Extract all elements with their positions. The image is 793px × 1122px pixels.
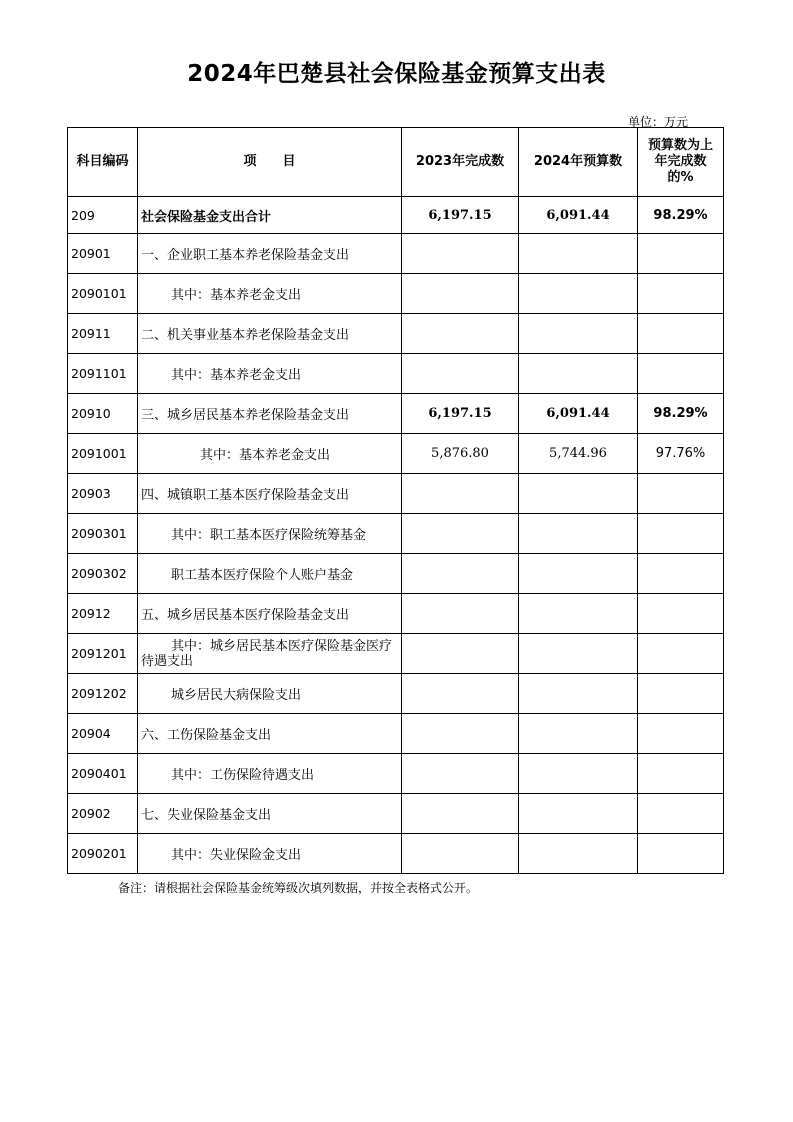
row-budget-2024 — [519, 234, 638, 274]
table-row — [68, 234, 724, 274]
row-item: 职工基本医疗保险个人账户基金 — [138, 554, 402, 594]
row-item: 三、城乡居民基本养老保险基金支出 — [138, 394, 402, 434]
table-row — [68, 754, 724, 794]
row-completed-2023 — [402, 474, 519, 514]
row-completed-2023 — [402, 634, 519, 674]
row-completed-2023 — [402, 354, 519, 394]
table-row — [68, 394, 724, 434]
table-row — [68, 794, 724, 834]
row-item: 六、工伤保险基金支出 — [138, 714, 402, 754]
row-budget-2024 — [519, 714, 638, 754]
row-ratio — [638, 634, 724, 674]
row-code: 2090201 — [68, 834, 138, 874]
table-row — [68, 834, 724, 874]
row-code: 2091202 — [68, 674, 138, 714]
row-completed-2023: 6,197.15 — [402, 197, 519, 234]
row-item: 五、城乡居民基本医疗保险基金支出 — [138, 594, 402, 634]
row-ratio — [638, 314, 724, 354]
row-code: 2090401 — [68, 754, 138, 794]
row-completed-2023 — [402, 314, 519, 354]
footnote: 备注：请根据社会保险基金统筹级次填列数据，并按全表格式公开。 — [118, 881, 479, 895]
row-code: 20904 — [68, 714, 138, 754]
row-code: 20901 — [68, 234, 138, 274]
row-ratio — [638, 714, 724, 754]
header-item: 项 目 — [138, 128, 402, 197]
table-row — [68, 434, 724, 474]
row-completed-2023: 5,876.80 — [402, 434, 519, 474]
row-code: 2091001 — [68, 434, 138, 474]
row-item: 社会保险基金支出合计 — [138, 197, 402, 234]
row-ratio: 98.29% — [638, 394, 724, 434]
row-ratio: 98.29% — [638, 197, 724, 234]
row-code: 209 — [68, 197, 138, 234]
row-code: 20902 — [68, 794, 138, 834]
row-completed-2023: 6,197.15 — [402, 394, 519, 434]
row-completed-2023 — [402, 514, 519, 554]
table-row — [68, 554, 724, 594]
row-completed-2023 — [402, 594, 519, 634]
row-item: 其中：城乡居民基本医疗保险基金医疗待遇支出 — [138, 634, 402, 674]
row-item: 一、企业职工基本养老保险基金支出 — [138, 234, 402, 274]
table-header-row — [68, 128, 724, 197]
table-row — [68, 474, 724, 514]
row-ratio — [638, 354, 724, 394]
table-row — [68, 314, 724, 354]
unit-label: 单位：万元 — [628, 115, 689, 129]
row-ratio — [638, 594, 724, 634]
row-budget-2024 — [519, 274, 638, 314]
row-completed-2023 — [402, 834, 519, 874]
table-row — [68, 594, 724, 634]
row-budget-2024: 6,091.44 — [519, 197, 638, 234]
row-item: 其中：失业保险金支出 — [138, 834, 402, 874]
row-completed-2023 — [402, 274, 519, 314]
row-item: 四、城镇职工基本医疗保险基金支出 — [138, 474, 402, 514]
row-budget-2024 — [519, 554, 638, 594]
header-budget-2024: 2024年预算数 — [519, 128, 638, 197]
row-item: 其中：基本养老金支出 — [138, 274, 402, 314]
row-ratio — [638, 554, 724, 594]
row-ratio — [638, 834, 724, 874]
row-completed-2023 — [402, 754, 519, 794]
row-completed-2023 — [402, 554, 519, 594]
table-row — [68, 354, 724, 394]
page-title: 2024年巴楚县社会保险基金预算支出表 — [187, 61, 606, 87]
row-item: 二、机关事业基本养老保险基金支出 — [138, 314, 402, 354]
table-row — [68, 634, 724, 674]
row-code: 20912 — [68, 594, 138, 634]
row-budget-2024: 5,744.96 — [519, 434, 638, 474]
row-code: 20911 — [68, 314, 138, 354]
row-ratio — [638, 234, 724, 274]
row-ratio — [638, 754, 724, 794]
row-budget-2024 — [519, 634, 638, 674]
table-row — [68, 714, 724, 754]
row-budget-2024 — [519, 674, 638, 714]
row-budget-2024 — [519, 594, 638, 634]
table-row — [68, 197, 724, 234]
row-budget-2024 — [519, 474, 638, 514]
row-completed-2023 — [402, 794, 519, 834]
row-budget-2024: 6,091.44 — [519, 394, 638, 434]
row-ratio — [638, 514, 724, 554]
row-code: 2091201 — [68, 634, 138, 674]
row-code: 20903 — [68, 474, 138, 514]
row-item: 七、失业保险基金支出 — [138, 794, 402, 834]
row-code: 2090301 — [68, 514, 138, 554]
row-budget-2024 — [519, 754, 638, 794]
row-code: 20910 — [68, 394, 138, 434]
row-ratio: 97.76% — [638, 434, 724, 474]
row-ratio — [638, 794, 724, 834]
row-item: 其中：工伤保险待遇支出 — [138, 754, 402, 794]
header-ratio: 预算数为上年完成数的% — [638, 128, 724, 197]
row-budget-2024 — [519, 834, 638, 874]
row-completed-2023 — [402, 234, 519, 274]
row-ratio — [638, 274, 724, 314]
row-budget-2024 — [519, 314, 638, 354]
row-ratio — [638, 674, 724, 714]
row-item: 其中：职工基本医疗保险统筹基金 — [138, 514, 402, 554]
budget-table — [67, 127, 724, 874]
row-item: 其中：基本养老金支出 — [138, 354, 402, 394]
row-completed-2023 — [402, 674, 519, 714]
row-code: 2091101 — [68, 354, 138, 394]
row-item: 其中：基本养老金支出 — [138, 434, 402, 474]
header-completed-2023: 2023年完成数 — [402, 128, 519, 197]
row-code: 2090101 — [68, 274, 138, 314]
table-row — [68, 274, 724, 314]
table-row — [68, 514, 724, 554]
row-budget-2024 — [519, 514, 638, 554]
header-code: 科目编码 — [68, 128, 138, 197]
table-row — [68, 674, 724, 714]
row-budget-2024 — [519, 354, 638, 394]
row-budget-2024 — [519, 794, 638, 834]
row-code: 2090302 — [68, 554, 138, 594]
row-ratio — [638, 474, 724, 514]
row-item: 城乡居民大病保险支出 — [138, 674, 402, 714]
row-completed-2023 — [402, 714, 519, 754]
